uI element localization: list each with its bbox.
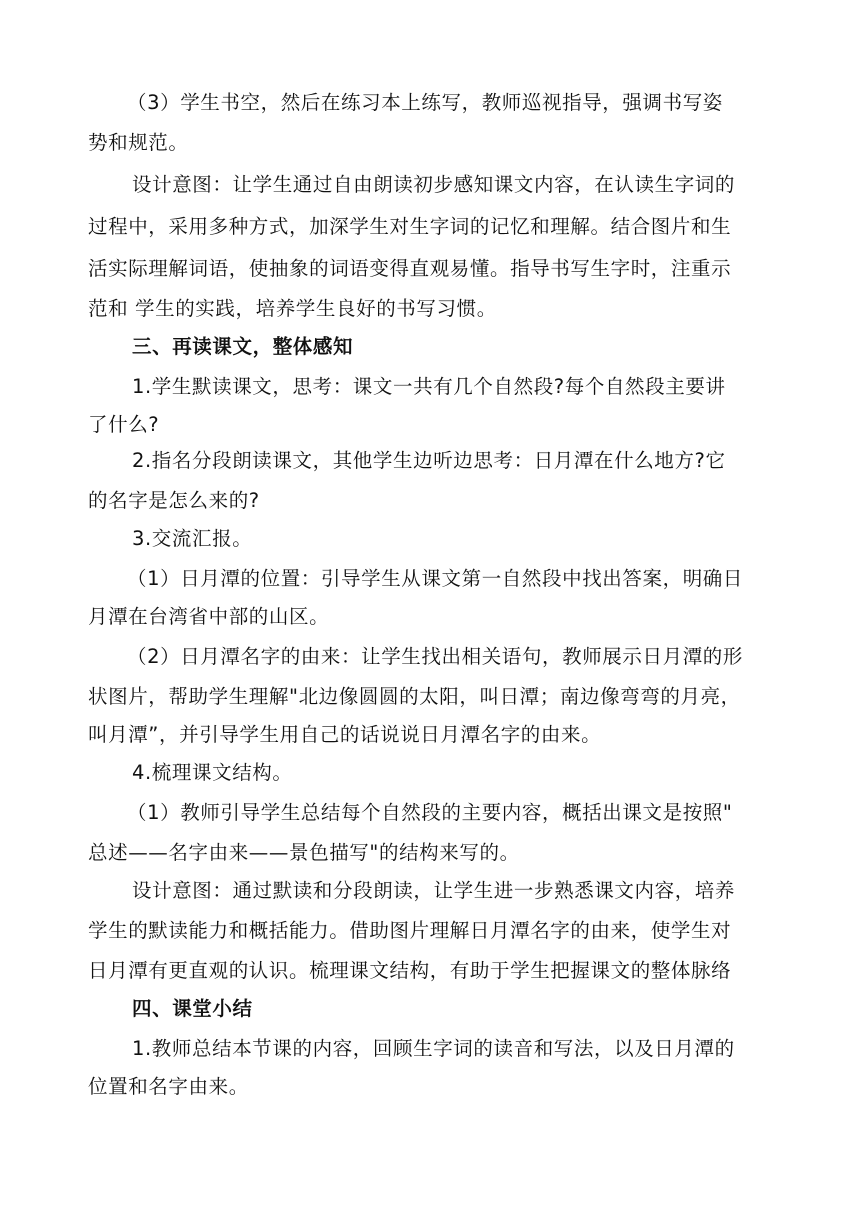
paragraph-line: 设计意图：让学生通过自由朗读初步感知课文内容，在认读生字词的 xyxy=(132,173,736,196)
paragraph-line: 3.交流汇报。 xyxy=(132,527,253,550)
paragraph-line: 状图片，帮助学生理解"北边像圆圆的太阳，叫日潭；南边像弯弯的月亮， xyxy=(88,685,741,708)
paragraph-line: 总述——名字由来——景色描写"的结构来写的。 xyxy=(88,841,520,864)
paragraph-line: 设计意图：通过默读和分段朗读，让学生进一步熟悉课文内容，培养 xyxy=(132,879,736,902)
paragraph-line: （1）日月潭的位置：引导学生从课文第一自然段中找出答案，明确日 xyxy=(127,567,744,590)
paragraph-line: 的名字是怎么来的? xyxy=(88,489,260,512)
paragraph-line: （2）日月潭名字的由来：让学生找出相关语句，教师展示日月潭的形 xyxy=(127,645,744,668)
paragraph-line: 范和 学生的实践，培养学生良好的书写习惯。 xyxy=(88,297,497,320)
paragraph-line: 日月潭有更直观的认识。梳理课文结构，有助于学生把握课文的整体脉络 xyxy=(88,959,732,982)
paragraph-line: 2.指名分段朗读课文，其他学生边听边思考：日月潭在什么地方?它 xyxy=(132,449,726,472)
paragraph-line: 了什么? xyxy=(88,413,160,436)
paragraph-line: 1.学生默读课文，思考：课文一共有几个自然段?每个自然段主要讲 xyxy=(132,375,726,398)
section-heading: 三、再读课文，整体感知 xyxy=(132,335,354,358)
paragraph-line: 活实际理解词语，使抽象的词语变得直观易懂。指导书写生字时，注重示 xyxy=(88,257,732,280)
paragraph-line: 4.梳理课文结构。 xyxy=(132,761,293,784)
paragraph-line: 叫月潭”，并引导学生用自己的话说说日月潭名字的由来。 xyxy=(88,723,602,746)
paragraph-line: （1）教师引导学生总结每个自然段的主要内容，概括出课文是按照" xyxy=(127,801,733,824)
paragraph-line: 月潭在台湾省中部的山区。 xyxy=(88,605,330,628)
paragraph-line: 学生的默读能力和概括能力。借助图片理解日月潭名字的由来，使学生对 xyxy=(88,919,732,942)
paragraph-line: 位置和名字由来。 xyxy=(88,1075,249,1098)
paragraph-line: 过程中，采用多种方式，加深学生对生字词的记忆和理解。结合图片和生 xyxy=(88,215,732,238)
paragraph-line: 1.教师总结本节课的内容，回顾生字词的读音和写法，以及日月潭的 xyxy=(132,1037,735,1060)
paragraph-line: 势和规范。 xyxy=(88,131,189,154)
paragraph-line: （3）学生书空，然后在练习本上练写，教师巡视指导，强调书写姿 xyxy=(127,91,723,114)
section-heading: 四、课堂小结 xyxy=(132,997,253,1020)
